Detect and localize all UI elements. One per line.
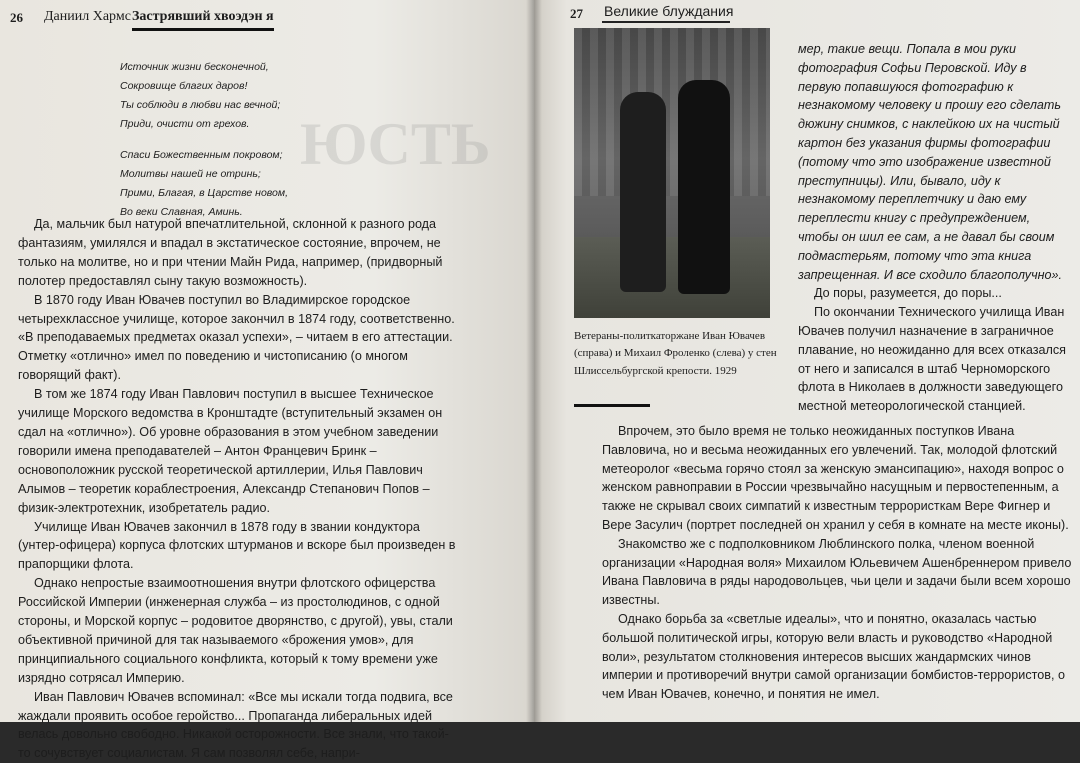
poem-line: Во веки Славная, Аминь. (120, 206, 243, 218)
running-head-title: Застрявший хвоэдэн я (132, 9, 274, 31)
right-body-text (602, 422, 1072, 704)
poem-line: Прими, Благая, в Царстве новом, (120, 187, 288, 199)
paragraph: Впрочем, это было время не только неожиданных поступков Ивана Павловича, но и весьма неожиданных его увлечений. Так, молодой флотский метеоролог «весьма горячо стоял за женскую эмансипацию», находя вопрос о женском равноправии в России чрезвычайно насущным и первостепенным, а также не скрывал своих симпатий к известным террористкам Вере Фигнер и Вере Засулич (портрет последней он хранил у себя в комнате на месте иконы). (602, 424, 1069, 532)
bleed-through-text: ЮСТЬ (300, 111, 491, 177)
poem-line: Молитвы нашей не отринь; (120, 168, 261, 180)
poem-line: Сокровище благих даров! (120, 80, 248, 92)
poem-stanza (120, 58, 420, 134)
running-head-author: Даниил Хармс (44, 9, 131, 24)
poem (120, 58, 420, 234)
paragraph: Да, мальчик был натурой впечатлительной, склонной к разного рода фантазиям, умилялся и впадал в экстатическое состояние, впрочем, не только на молитве, но и при чтении Майн Рида, например, (придворный полотер предоставлял сыну такую возможность). (18, 217, 443, 288)
running-head-rule (602, 21, 730, 23)
book-gutter (526, 0, 542, 722)
paragraph: Училище Иван Ювачев закончил в 1878 году в звании кондуктора (унтер-офицера) корпуса флотских штурманов и вскоре был произведен в прапорщики флота. (18, 519, 456, 572)
paragraph: В 1870 году Иван Ювачев поступил во Владимирское городское четырехклассное училище, которое закончил в 1874 году, соответственно. «В преподаваемых предметах оказал успехи», – читаем в его аттестации. Отметку «отлично» имел по поведению и чистописанию (о многом говорящий факт). (18, 292, 455, 383)
poem-line: Спаси Божественным покровом; (120, 149, 283, 161)
right-page (534, 0, 1080, 722)
page-number: 27 (570, 6, 583, 21)
caption-rule (574, 404, 650, 407)
photo-caption: Ветераны-политкаторжане Иван Ювачев (справа) и Михаил Фроленко (слева) у стен Шлиссельбургской крепости. 1929 (574, 330, 777, 377)
left-body-text (18, 215, 458, 763)
paragraph: Однако непростые взаимоотношения внутри флотского офицерства Российской Империи (инженерная служба – из простолюдинов, с одной стороны, и Морской корпус – родовитое дворянство, с другой), увы, стали объективной причиной для так называемого «брожения умов», для принципиального социального конфликта, который к тому времени уже изрядно сотрясал Империю. (18, 576, 453, 685)
photo-wall-background (574, 28, 770, 196)
poem-line: Источник жизни бесконечной, (120, 61, 269, 73)
photo-figure-right (678, 80, 730, 294)
quote-continuation: мер, такие вещи. Попала в мои руки фотография Софьи Перовской. Иду в первую попавшуюся фотографию к незнакомому человеку и прошу его сделать дюжину снимков, с наклейкою их на чистый картон без указания фирмы фотографии (потому что это изображение известной преступницы). Или, бывало, иду к незнакомому переплетчику и даю ему переплести книгу с предупреждением, чтобы он шил ее сам, а не давал бы своим подмастерьям, потому что эта книга запрещенная. И все сходило благополучно». (798, 42, 1063, 282)
paragraph: Иван Павлович Ювачев вспоминал: «Все мы искали тогда подвига, все жаждали проявить особое геройство... Пропаганда либеральных идей велась довольно свободно. Никакой осторожности. Все знали, что такой-то сочувствует социалистам. Я сам позволял себе, напри- (18, 689, 453, 761)
paragraph: Знакомство же с подполковником Люблинского полка, членом военной организации «Народная воля» Михаилом Юльевичем Ашенбреннером привело Ивана Павловича в ряды народовольцев, чьи цели и задачи были всем хорошо известны. (602, 536, 1072, 608)
paragraph: По окончании Технического училища Иван Ювачев получил назначение в заграничное плавание, но неожиданно для всех отказался от него и записался в штаб Черноморского флота в Николаев в должности заведующего местной метеорологической станцией. (798, 305, 1066, 414)
photo-ground (574, 237, 770, 318)
left-page (0, 0, 534, 761)
page-number: 26 (10, 10, 23, 25)
photo-figure-left (620, 92, 666, 292)
paragraph: До поры, разумеется, до поры... (814, 286, 1002, 301)
right-column-text (798, 40, 1068, 416)
poem-line: Ты соблюди в любви нас вечной; (120, 99, 281, 111)
running-head-chapter: Великие блуждания (604, 3, 734, 19)
paragraph: Однако борьба за «светлые идеалы», что и понятно, оказалась частью большой политической игры, которую вели власть и руководство «Народной воли», результатом столкновения интересов высших жандармских чинов империи и противоречий внутри самой организации бомбистов-террористов, о чем Иван Ювачев, конечно, и понятия не имел. (602, 611, 1065, 702)
poem-stanza (120, 146, 420, 222)
historical-photo (574, 28, 770, 318)
poem-line: Приди, очисти от грехов. (120, 118, 250, 130)
paragraph: В том же 1874 году Иван Павлович поступил в высшее Техническое училище Морского ведомства в Кронштадте (вступительный экзамен он сдал на «отлично»). Об уровне образования в этом учебном заведении говорили имена преподавателей – Антон Францевич Бринк – основоположник русской теоретической артиллерии, Илья Павлович Алымов – теоретик кораблестроения, Александр Степанович Попов – физик-электротехник, изобретатель радио. (18, 387, 443, 515)
